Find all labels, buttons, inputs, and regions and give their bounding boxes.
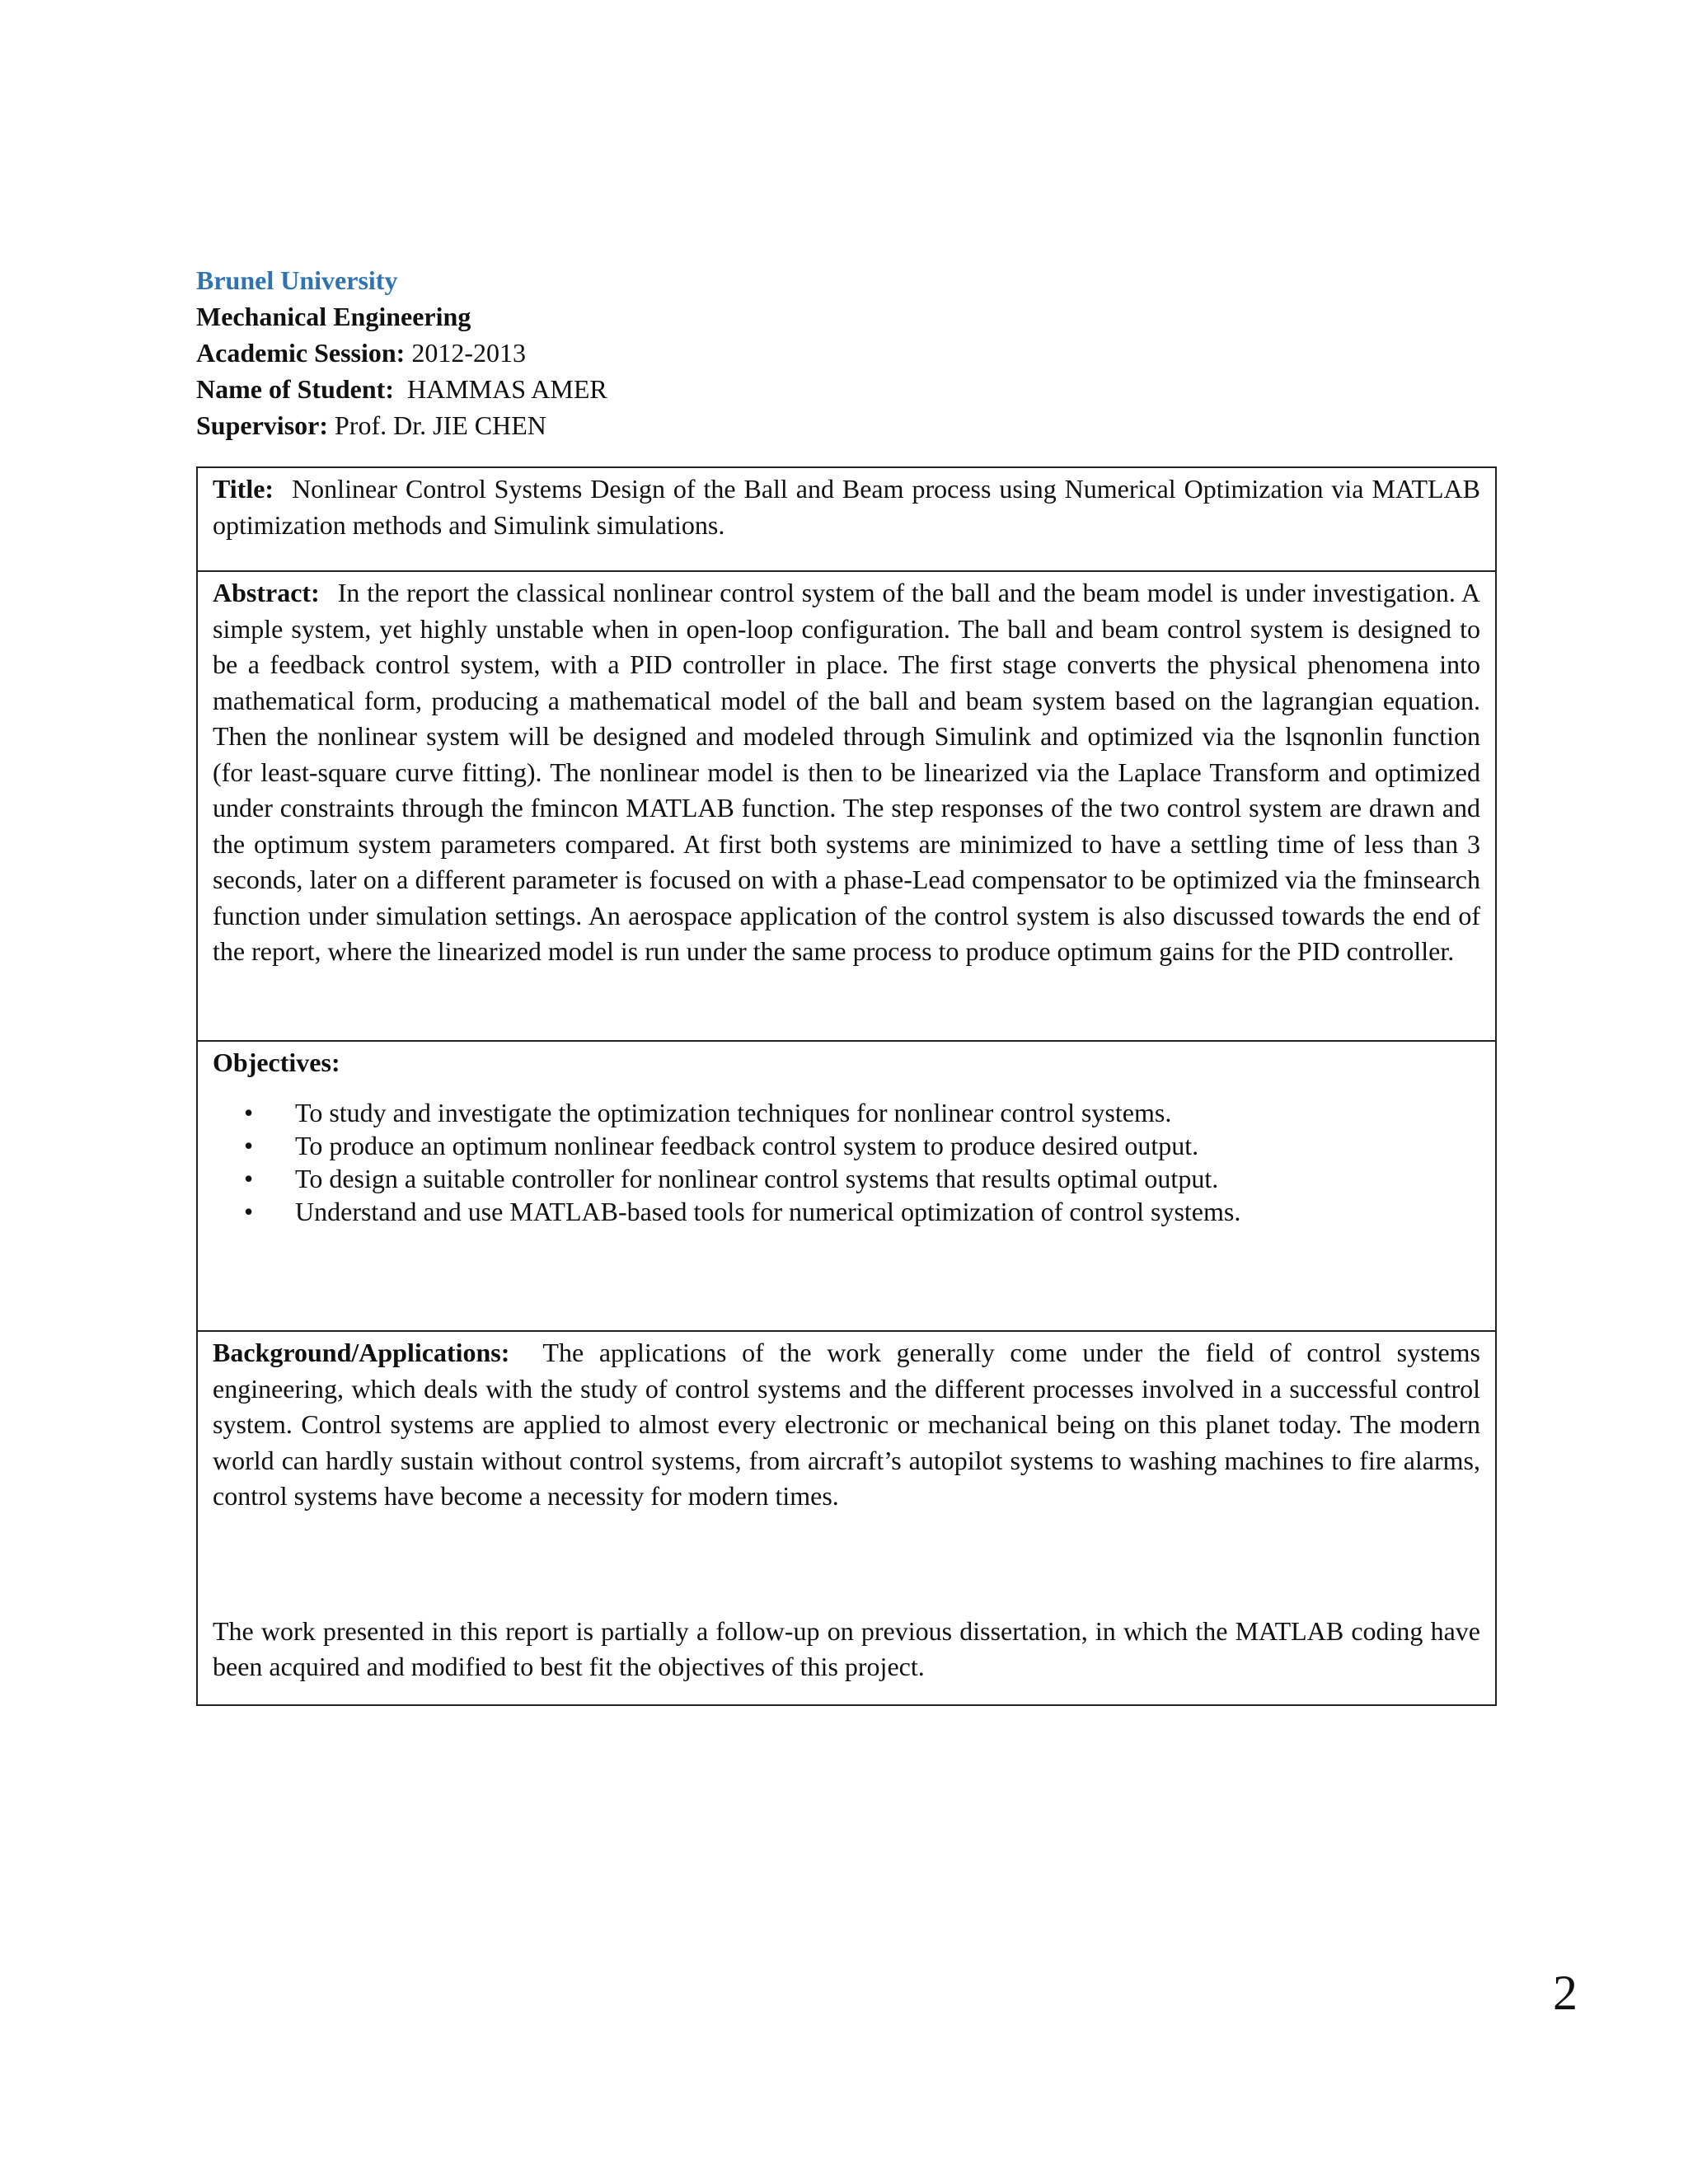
session-value: 2012-2013 — [411, 338, 526, 368]
objectives-row — [197, 1041, 1496, 1331]
objectives-label: Objectives: — [213, 1047, 340, 1077]
list-item — [244, 1096, 1480, 1129]
list-item — [244, 1195, 1480, 1228]
academic-session — [196, 335, 607, 371]
department-name: Mechanical Engineering — [196, 302, 471, 331]
university-name: Brunel University — [196, 265, 398, 295]
list-item — [244, 1129, 1480, 1162]
title-cell — [197, 467, 1496, 571]
background-row — [197, 1331, 1496, 1705]
student-value: HAMMAS AMER — [406, 374, 607, 404]
abstract-row — [197, 571, 1496, 1041]
followup-paragraph: The work presented in this report is partially a follow-up on previous dissertation, in which the MATLAB coding have been acquired and modified to best fit the objectives of this project. — [213, 1615, 1480, 1681]
abstract-cell — [197, 571, 1496, 1041]
bullet-icon: • — [244, 1097, 254, 1127]
session-label: Academic Session: — [196, 338, 406, 368]
objective-text: Understand and use MATLAB-based tools for numerical optimization of control systems. — [295, 1196, 1241, 1226]
document-header — [196, 262, 607, 443]
background-cell — [197, 1331, 1496, 1705]
objective-text: To design a suitable controller for nonlinear control systems that results optimal output. — [295, 1163, 1219, 1193]
bullet-icon: • — [244, 1163, 254, 1193]
title-label: Title: — [213, 474, 274, 504]
background-label: Background/Applications: — [213, 1338, 510, 1367]
list-item — [244, 1162, 1480, 1195]
title-row — [197, 467, 1496, 571]
objective-text: To study and investigate the optimization techniques for nonlinear control systems. — [295, 1097, 1172, 1127]
page-number: 2 — [1553, 1966, 1578, 2020]
background-paragraph — [213, 1335, 1480, 1515]
bullet-icon: • — [244, 1130, 254, 1160]
supervisor-label: Supervisor: — [196, 410, 328, 440]
objective-text: To produce an optimum nonlinear feedback control system to produce desired output. — [295, 1130, 1199, 1160]
abstract-text: In the report the classical nonlinear control system of the ball and the beam model is under investigation. A simple system, yet highly unstable when in open-loop configuration. The ball and beam control system is designed to be a feedback control system, with a PID controller in place. The first stage converts the physical phenomena into mathematical form, producing a mathematical model of the ball and beam system based on the lagrangian equation. Then the nonlinear system will be designed and modeled through Simulink and optimized via the lsqnonlin function (for least-square curve fitting). The nonlinear model is then to be linearized via the Laplace Transform and optimized under constraints through the fmincon MATLAB function. The step responses of the two control system are drawn and the optimum system parameters compared. At first both systems are minimized to have a settling time of less than 3 seconds, later on a different parameter is focused on with a phase-Lead compensator to be optimized via the fminsearch function under simulation settings. An aerospace application of the control system is also discussed towards the end of the report, where the linearized model is run under the same process to produce optimum gains for the PID controller. — [213, 578, 1480, 966]
project-info-table — [196, 466, 1497, 1706]
student-name — [196, 371, 607, 407]
bullet-icon: • — [244, 1196, 254, 1226]
paragraph-spacer — [213, 1515, 1480, 1614]
supervisor-value: Prof. Dr. JIE CHEN — [335, 410, 546, 440]
background-text: The applications of the work generally come under the field of control systems engineering, which deals with the study of control systems and the different processes involved in a successful control system. Control systems are applied to almost every electronic or mechanical being on this planet today. The modern world can hardly sustain without control systems, from aircraft’s autopilot systems to washing machines to fire alarms, control systems have become a necessity for modern times. — [213, 1338, 1480, 1511]
abstract-label: Abstract: — [213, 578, 320, 607]
supervisor — [196, 407, 607, 443]
objectives-cell — [197, 1041, 1496, 1331]
objectives-list — [213, 1096, 1480, 1228]
student-label: Name of Student: — [196, 374, 394, 404]
title-text: Nonlinear Control Systems Design of the Ball and Beam process using Numerical Optimization via MATLAB optimization methods and Simulink simulations. — [213, 474, 1480, 540]
